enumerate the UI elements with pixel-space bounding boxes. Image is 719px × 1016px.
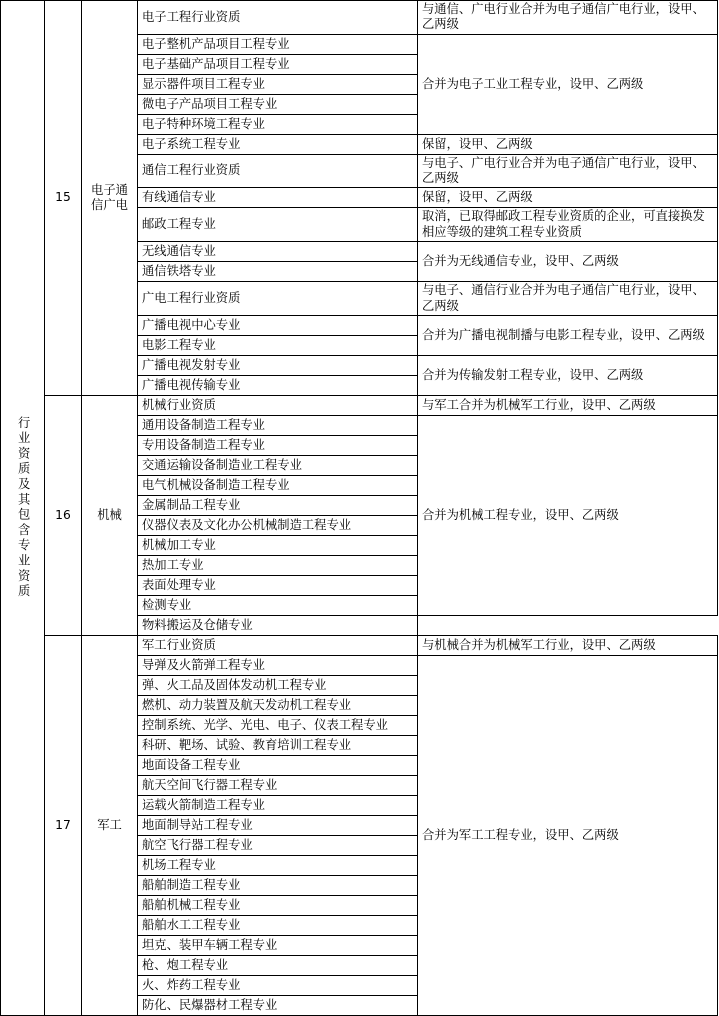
qualification-name: 机场工程专业 bbox=[138, 855, 418, 875]
qualification-name: 机械行业资质 bbox=[138, 395, 418, 415]
qualification-name: 广电工程行业资质 bbox=[138, 282, 418, 316]
qualification-name: 邮政工程专业 bbox=[138, 208, 418, 242]
qualification-name: 燃机、动力装置及航天发动机工程专业 bbox=[138, 695, 418, 715]
qualification-name: 弹、火工品及固体发动机工程专业 bbox=[138, 675, 418, 695]
qualification-name: 无线通信专业 bbox=[138, 242, 418, 262]
qualification-note: 取消，已取得邮政工程专业资质的企业，可直接换发相应等级的建筑工程专业资质 bbox=[418, 208, 718, 242]
qualification-name: 广播电视发射专业 bbox=[138, 355, 418, 375]
qualification-name: 电子特种环境工程专业 bbox=[138, 114, 418, 134]
table-row bbox=[1, 395, 718, 415]
qualification-name: 机械加工专业 bbox=[138, 535, 418, 555]
qualification-note: 保留，设甲、乙两级 bbox=[418, 188, 718, 208]
row-header-vertical: 行业资质及其包含专业资质 bbox=[1, 1, 45, 1016]
qualification-name: 火、炸药工程专业 bbox=[138, 975, 418, 995]
qualification-name: 热加工专业 bbox=[138, 555, 418, 575]
qualification-name: 枪、炮工程专业 bbox=[138, 955, 418, 975]
qualification-name: 防化、民爆器材工程专业 bbox=[138, 995, 418, 1015]
qualification-name: 专用设备制造工程专业 bbox=[138, 435, 418, 455]
table-row bbox=[1, 635, 718, 655]
qualification-name: 电子系统工程专业 bbox=[138, 134, 418, 154]
qualification-name: 微电子产品项目工程专业 bbox=[138, 94, 418, 114]
qualification-name: 船舶水工工程专业 bbox=[138, 915, 418, 935]
qualification-note: 与电子、通信行业合并为电子通信广电行业，设甲、乙两级 bbox=[418, 282, 718, 316]
qualification-name: 坦克、装甲车辆工程专业 bbox=[138, 935, 418, 955]
group-category: 机械 bbox=[82, 395, 138, 635]
table-row bbox=[1, 1, 718, 35]
qualification-name: 航天空间飞行器工程专业 bbox=[138, 775, 418, 795]
qualification-name: 电气机械设备制造工程专业 bbox=[138, 475, 418, 495]
qualification-note: 合并为军工工程专业，设甲、乙两级 bbox=[418, 655, 718, 1015]
qualification-name: 电子整机产品项目工程专业 bbox=[138, 34, 418, 54]
qualification-name: 船舶机械工程专业 bbox=[138, 895, 418, 915]
qualification-name: 广播电视中心专业 bbox=[138, 315, 418, 335]
qualification-name: 显示器件项目工程专业 bbox=[138, 74, 418, 94]
qualification-name: 科研、靶场、试验、教育培训工程专业 bbox=[138, 735, 418, 755]
group-category: 电子通信广电 bbox=[82, 1, 138, 396]
qualification-name: 运载火箭制造工程专业 bbox=[138, 795, 418, 815]
qualification-name: 通信铁塔专业 bbox=[138, 262, 418, 282]
qualification-note: 合并为广播电视制播与电影工程专业，设甲、乙两级 bbox=[418, 315, 718, 355]
qualification-note: 与通信、广电行业合并为电子通信广电行业，设甲、乙两级 bbox=[418, 1, 718, 35]
qualification-name: 电影工程专业 bbox=[138, 335, 418, 355]
qualification-name: 导弹及火箭弹工程专业 bbox=[138, 655, 418, 675]
qualification-note: 合并为无线通信专业，设甲、乙两级 bbox=[418, 242, 718, 282]
group-number: 15 bbox=[45, 1, 82, 396]
qualification-note: 与军工合并为机械军工行业，设甲、乙两级 bbox=[418, 395, 718, 415]
qualification-note: 与机械合并为机械军工行业，设甲、乙两级 bbox=[418, 635, 718, 655]
qualification-name: 金属制品工程专业 bbox=[138, 495, 418, 515]
qualification-name: 交通运输设备制造业工程专业 bbox=[138, 455, 418, 475]
qualification-name: 航空飞行器工程专业 bbox=[138, 835, 418, 855]
qualification-note: 合并为传输发射工程专业，设甲、乙两级 bbox=[418, 355, 718, 395]
qualification-name: 检测专业 bbox=[138, 595, 418, 615]
group-category: 军工 bbox=[82, 635, 138, 1015]
qualification-name: 船舶制造工程专业 bbox=[138, 875, 418, 895]
qualification-name: 地面制导站工程专业 bbox=[138, 815, 418, 835]
group-number: 17 bbox=[45, 635, 82, 1015]
qualification-name: 仪器仪表及文化办公机械制造工程专业 bbox=[138, 515, 418, 535]
qualification-name: 电子工程行业资质 bbox=[138, 1, 418, 35]
qualification-note: 与电子、广电行业合并为电子通信广电行业，设甲、乙两级 bbox=[418, 154, 718, 188]
qualification-name: 广播电视传输专业 bbox=[138, 375, 418, 395]
qualification-note: 保留，设甲、乙两级 bbox=[418, 134, 718, 154]
qualification-note: 合并为机械工程专业，设甲、乙两级 bbox=[418, 415, 718, 615]
qualification-name: 通用设备制造工程专业 bbox=[138, 415, 418, 435]
qualification-name: 地面设备工程专业 bbox=[138, 755, 418, 775]
qualification-name: 电子基础产品项目工程专业 bbox=[138, 54, 418, 74]
qualification-name: 军工行业资质 bbox=[138, 635, 418, 655]
qualification-name: 表面处理专业 bbox=[138, 575, 418, 595]
qualification-name: 有线通信专业 bbox=[138, 188, 418, 208]
qualification-name: 物料搬运及仓储专业 bbox=[138, 615, 418, 635]
qualification-note: 合并为电子工业工程专业，设甲、乙两级 bbox=[418, 34, 718, 134]
qualification-name: 控制系统、光学、光电、电子、仪表工程专业 bbox=[138, 715, 418, 735]
qualification-name: 通信工程行业资质 bbox=[138, 154, 418, 188]
group-number: 16 bbox=[45, 395, 82, 635]
